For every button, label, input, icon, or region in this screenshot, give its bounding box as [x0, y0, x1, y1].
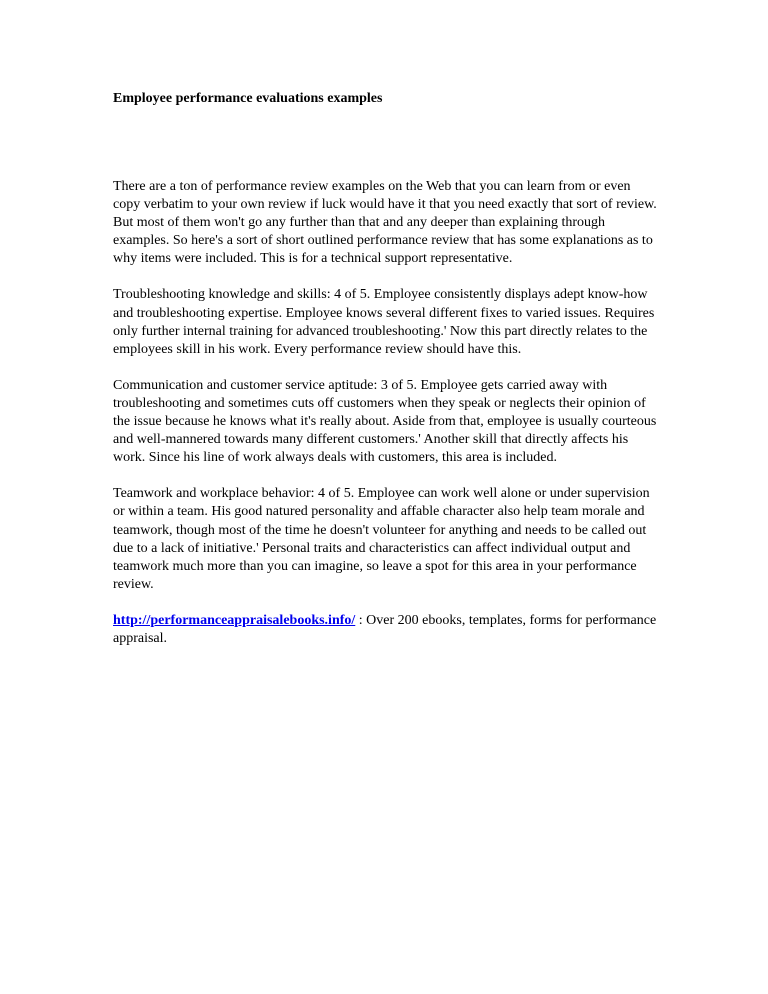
performance-ebooks-link[interactable]: http://performanceappraisalebooks.info/ [113, 612, 356, 628]
teamwork-paragraph: Teamwork and workplace behavior: 4 of 5. Employee can work well alone or under supervision or within a team. His good natured personality and affable character also help team morale and teamwork, though most of the time he doesn't volunteer for anything and needs to be called out due to a lack of initiative.' Personal traits and characteristics can affect individual output and teamwork much more than you can imagine, so leave a spot for this area in your performance review. [113, 486, 650, 592]
footer-description: : Over 200 ebooks, templates, forms for performance appraisal. [113, 612, 657, 646]
troubleshooting-paragraph: Troubleshooting knowledge and skills: 4 of 5. Employee consistently displays adept know-how and troubleshooting expertise. Employee knows several different fixes to varied issues. Requires only further internal training for advanced troubleshooting.' Now this part directly relates to the employees skill in his work. Every performance review should have this. [113, 287, 655, 357]
communication-paragraph: Communication and customer service aptitude: 3 of 5. Employee gets carried away with troubleshooting and sometimes cuts off customers when they speak or neglects their opinion of the issue because he knows what it's really about. Aside from that, employee is usually courteous and well-mannered towards many different customers.' Another skill that directly affects his work. Since his line of work always deals with customers, this area is included. [113, 377, 657, 466]
document-body [113, 178, 661, 666]
intro-paragraph: There are a ton of performance review examples on the Web that you can learn from or even copy verbatim to your own review if luck would have it that you need exactly that sort of review. But most of them won't go any further than that and any deeper than explaining through examples. So here's a sort of short outlined performance review that has some explanations as to why items were included. This is for a technical support representative. [113, 179, 657, 267]
footer-note [113, 612, 661, 648]
document-title: Employee performance evaluations examples [113, 91, 383, 106]
